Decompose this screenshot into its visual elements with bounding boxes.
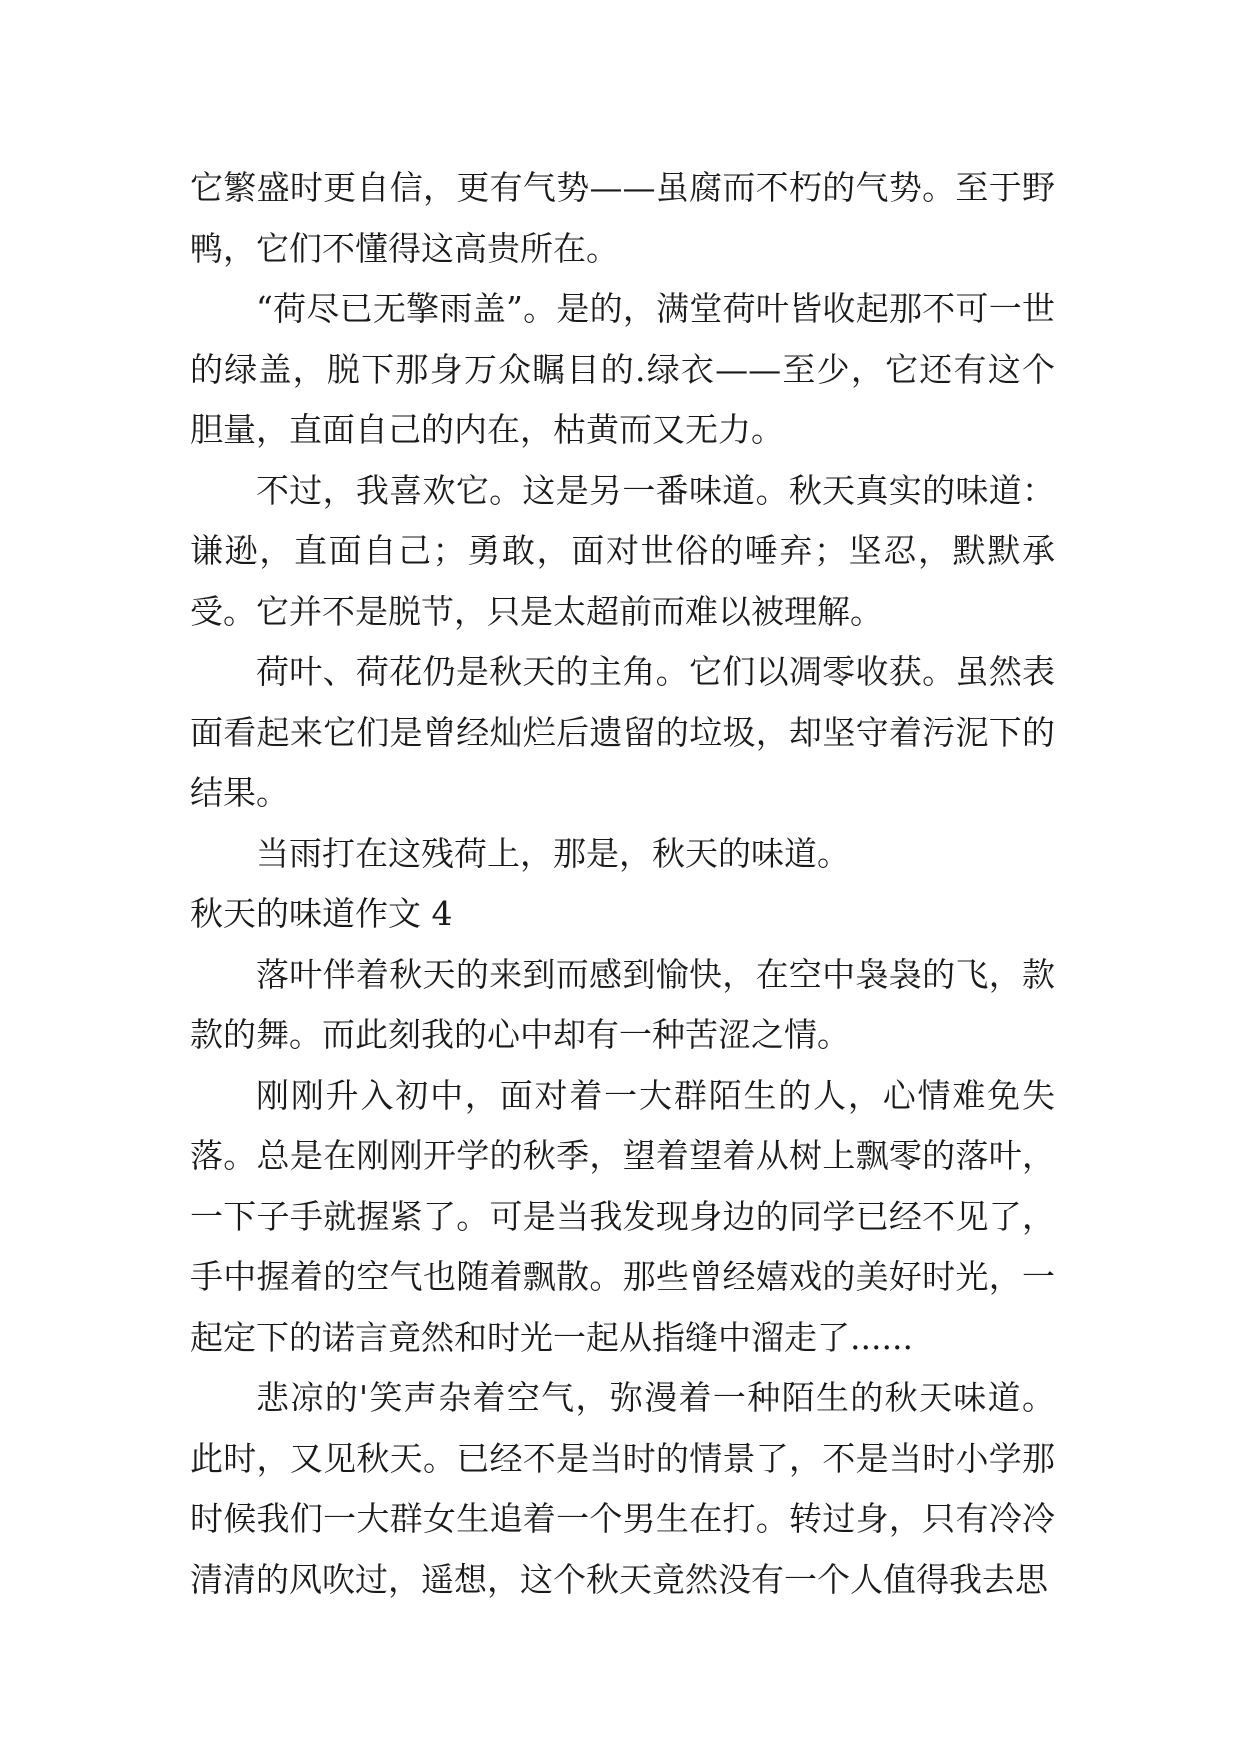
paragraph: 不过，我喜欢它。这是另一番味道。秋天真实的味道：谦逊，直面自己；勇敢，面对世俗的唾弃；坚忍，默默承受。它并不是脱节，只是太超前而难以被理解。 bbox=[190, 470, 1055, 631]
document-body bbox=[190, 158, 1055, 1610]
paragraph: “荷尽已无擎雨盖”。是的，满堂荷叶皆收起那不可一世的绿盖，脱下那身万众瞩目的.绿衣——至少，它还有这个胆量，直面自己的内在，枯黄而又无力。 bbox=[190, 289, 1055, 449]
section-heading: 秋天的味道作文 4 bbox=[190, 894, 453, 933]
paragraph: 荷叶、荷花仍是秋天的主角。它们以凋零收获。虽然表面看起来它们是曾经灿烂后遗留的垃圾，却坚守着污泥下的结果。 bbox=[190, 652, 1055, 812]
paragraph: 当雨打在这残荷上，那是，秋天的味道。 bbox=[256, 833, 850, 873]
paragraph: 落叶伴着秋天的来到而感到愉快，在空中袅袅的飞，款款的舞。而此刻我的心中却有一种苦涩之情。 bbox=[190, 954, 1055, 1054]
paragraph: 悲凉的'笑声杂着空气，弥漫着一种陌生的秋天味道。此时，又见秋天。已经不是当时的情景了，不是当时小学那时候我们一大群女生追着一个男生在打。转过身，只有冷冷清清的风吹过，遥想，这个秋天竟然没有一个人值得我去思 bbox=[190, 1378, 1055, 1599]
paragraph: 它繁盛时更自信，更有气势——虽腐而不朽的气势。至于野鸭，它们不懂得这高贵所在。 bbox=[190, 168, 1055, 268]
paragraph: 刚刚升入初中，面对着一大群陌生的人，心情难免失落。总是在刚刚开学的秋季，望着望着从树上飘零的落叶，一下子手就握紧了。可是当我发现身边的同学已经不见了，手中握着的空气也随着飘散。那些曾经嬉戏的美好时光，一起定下的诺言竟然和时光一起从指缝中溜走了...... bbox=[190, 1075, 1055, 1357]
